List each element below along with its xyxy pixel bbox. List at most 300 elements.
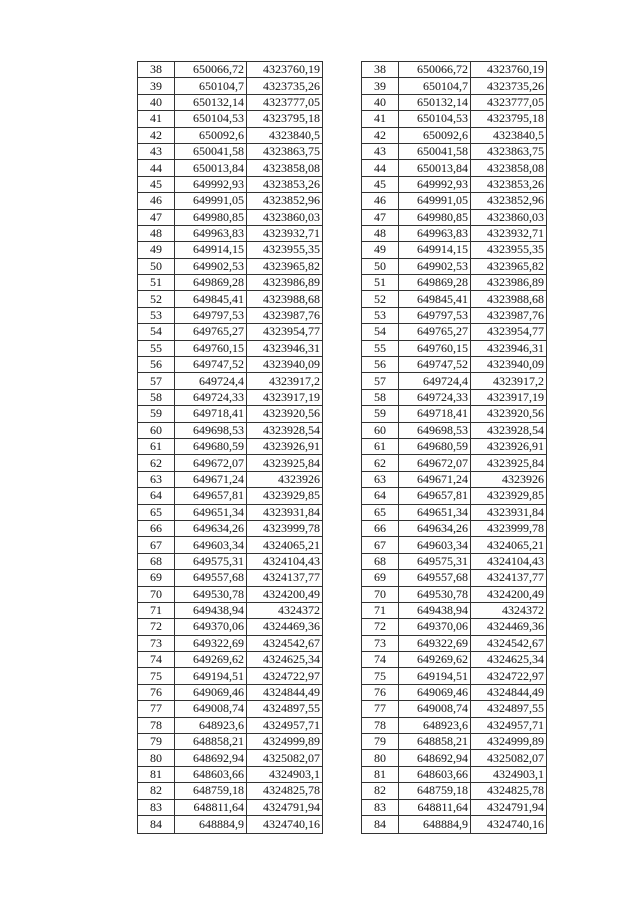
point-number-cell: 44 (362, 160, 399, 176)
x-coordinate-cell: 649698,53 (175, 422, 247, 438)
table-row (138, 176, 323, 192)
x-coordinate-cell: 649194,51 (399, 668, 471, 684)
y-coordinate-cell: 4323955,35 (471, 242, 547, 258)
y-coordinate-cell: 4323777,05 (471, 94, 547, 110)
y-coordinate-cell: 4324065,21 (471, 537, 547, 553)
x-coordinate-cell: 649672,07 (399, 455, 471, 471)
table-row (138, 668, 323, 684)
table-row (362, 438, 547, 454)
table-row (138, 373, 323, 389)
x-coordinate-cell: 649869,28 (399, 275, 471, 291)
x-coordinate-cell: 648811,64 (175, 799, 247, 815)
x-coordinate-cell: 650104,53 (399, 111, 471, 127)
x-coordinate-cell: 648858,21 (175, 734, 247, 750)
x-coordinate-cell: 648923,6 (175, 717, 247, 733)
point-number-cell: 76 (138, 684, 175, 700)
table-row (362, 750, 547, 766)
x-coordinate-cell: 650104,53 (175, 111, 247, 127)
coordinates-table-body (138, 62, 323, 834)
y-coordinate-cell: 4323858,08 (247, 160, 323, 176)
y-coordinate-cell: 4324903,1 (247, 766, 323, 782)
point-number-cell: 68 (138, 553, 175, 569)
y-coordinate-cell: 4323760,19 (247, 62, 323, 78)
table-row (138, 275, 323, 291)
point-number-cell: 47 (138, 209, 175, 225)
y-coordinate-cell: 4324825,78 (471, 783, 547, 799)
y-coordinate-cell: 4324740,16 (247, 815, 323, 833)
point-number-cell: 40 (138, 94, 175, 110)
table-row (138, 62, 323, 78)
y-coordinate-cell: 4323853,26 (247, 176, 323, 192)
y-coordinate-cell: 4324200,49 (247, 586, 323, 602)
x-coordinate-cell: 649575,31 (399, 553, 471, 569)
x-coordinate-cell: 650104,7 (175, 78, 247, 94)
y-coordinate-cell: 4323852,96 (247, 193, 323, 209)
y-coordinate-cell: 4323931,84 (471, 504, 547, 520)
y-coordinate-cell: 4324825,78 (247, 783, 323, 799)
x-coordinate-cell: 649322,69 (399, 635, 471, 651)
x-coordinate-cell: 650013,84 (399, 160, 471, 176)
table-row (362, 504, 547, 520)
table-row (138, 586, 323, 602)
point-number-cell: 53 (362, 307, 399, 323)
y-coordinate-cell: 4323795,18 (247, 111, 323, 127)
y-coordinate-cell: 4324999,89 (471, 734, 547, 750)
table-row (138, 357, 323, 373)
x-coordinate-cell: 649322,69 (175, 635, 247, 651)
point-number-cell: 45 (138, 176, 175, 192)
point-number-cell: 61 (138, 438, 175, 454)
x-coordinate-cell: 650104,7 (399, 78, 471, 94)
table-row (362, 324, 547, 340)
point-number-cell: 82 (362, 783, 399, 799)
table-row (362, 111, 547, 127)
x-coordinate-cell: 649603,34 (399, 537, 471, 553)
y-coordinate-cell: 4323858,08 (471, 160, 547, 176)
table-row (138, 619, 323, 635)
table-row (138, 438, 323, 454)
y-coordinate-cell: 4324844,49 (247, 684, 323, 700)
x-coordinate-cell: 650132,14 (399, 94, 471, 110)
point-number-cell: 69 (138, 570, 175, 586)
x-coordinate-cell: 649680,59 (399, 438, 471, 454)
table-row (138, 455, 323, 471)
point-number-cell: 76 (362, 684, 399, 700)
table-row (362, 176, 547, 192)
x-coordinate-cell: 649724,33 (399, 389, 471, 405)
y-coordinate-cell: 4323931,84 (247, 504, 323, 520)
point-number-cell: 75 (362, 668, 399, 684)
x-coordinate-cell: 649724,4 (399, 373, 471, 389)
table-row (138, 701, 323, 717)
table-row (138, 504, 323, 520)
point-number-cell: 46 (362, 193, 399, 209)
x-coordinate-cell: 649672,07 (175, 455, 247, 471)
point-number-cell: 67 (138, 537, 175, 553)
x-coordinate-cell: 649765,27 (175, 324, 247, 340)
y-coordinate-cell: 4323928,54 (471, 422, 547, 438)
table-row (362, 209, 547, 225)
y-coordinate-cell: 4323795,18 (471, 111, 547, 127)
table-row (362, 307, 547, 323)
y-coordinate-cell: 4323946,31 (471, 340, 547, 356)
table-row (138, 750, 323, 766)
point-number-cell: 58 (138, 389, 175, 405)
table-row (362, 225, 547, 241)
x-coordinate-cell: 649634,26 (399, 520, 471, 536)
x-coordinate-cell: 649747,52 (399, 357, 471, 373)
x-coordinate-cell: 649557,68 (399, 570, 471, 586)
x-coordinate-cell: 649914,15 (175, 242, 247, 258)
table-row (138, 471, 323, 487)
table-row (362, 193, 547, 209)
point-number-cell: 53 (138, 307, 175, 323)
table-row (138, 406, 323, 422)
table-row (362, 586, 547, 602)
y-coordinate-cell: 4323917,2 (247, 373, 323, 389)
point-number-cell: 52 (138, 291, 175, 307)
point-number-cell: 48 (138, 225, 175, 241)
table-row (138, 488, 323, 504)
y-coordinate-cell: 4323926,91 (471, 438, 547, 454)
table-row (362, 635, 547, 651)
x-coordinate-cell: 649760,15 (399, 340, 471, 356)
y-coordinate-cell: 4323917,2 (471, 373, 547, 389)
y-coordinate-cell: 4324137,77 (247, 570, 323, 586)
table-row (138, 553, 323, 569)
point-number-cell: 69 (362, 570, 399, 586)
x-coordinate-cell: 649680,59 (175, 438, 247, 454)
x-coordinate-cell: 649963,83 (175, 225, 247, 241)
point-number-cell: 71 (362, 602, 399, 618)
x-coordinate-cell: 649765,27 (399, 324, 471, 340)
y-coordinate-cell: 4324844,49 (471, 684, 547, 700)
y-coordinate-cell: 4323929,85 (471, 488, 547, 504)
table-row (138, 78, 323, 94)
table-row (138, 209, 323, 225)
x-coordinate-cell: 649657,81 (175, 488, 247, 504)
x-coordinate-cell: 649698,53 (399, 422, 471, 438)
coordinates-table-right (361, 61, 547, 834)
x-coordinate-cell: 649603,34 (175, 537, 247, 553)
y-coordinate-cell: 4323926,91 (247, 438, 323, 454)
point-number-cell: 64 (138, 488, 175, 504)
y-coordinate-cell: 4324791,94 (471, 799, 547, 815)
x-coordinate-cell: 649869,28 (175, 275, 247, 291)
table-row (362, 160, 547, 176)
x-coordinate-cell: 649914,15 (399, 242, 471, 258)
y-coordinate-cell: 4323852,96 (471, 193, 547, 209)
y-coordinate-cell: 4323932,71 (471, 225, 547, 241)
y-coordinate-cell: 4323860,03 (471, 209, 547, 225)
x-coordinate-cell: 649634,26 (175, 520, 247, 536)
y-coordinate-cell: 4323940,09 (247, 357, 323, 373)
x-coordinate-cell: 649651,34 (175, 504, 247, 520)
point-number-cell: 54 (138, 324, 175, 340)
y-coordinate-cell: 4324104,43 (471, 553, 547, 569)
point-number-cell: 57 (138, 373, 175, 389)
point-number-cell: 59 (138, 406, 175, 422)
point-number-cell: 83 (138, 799, 175, 815)
y-coordinate-cell: 4324903,1 (471, 766, 547, 782)
point-number-cell: 77 (362, 701, 399, 717)
y-coordinate-cell: 4323940,09 (471, 357, 547, 373)
x-coordinate-cell: 649718,41 (399, 406, 471, 422)
y-coordinate-cell: 4323929,85 (247, 488, 323, 504)
point-number-cell: 66 (362, 520, 399, 536)
table-row (362, 94, 547, 110)
x-coordinate-cell: 649370,06 (175, 619, 247, 635)
x-coordinate-cell: 650092,6 (175, 127, 247, 143)
x-coordinate-cell: 649069,46 (175, 684, 247, 700)
table-row (362, 602, 547, 618)
y-coordinate-cell: 4323946,31 (247, 340, 323, 356)
table-row (362, 373, 547, 389)
table-row (138, 684, 323, 700)
y-coordinate-cell: 4323999,78 (247, 520, 323, 536)
x-coordinate-cell: 648692,94 (399, 750, 471, 766)
point-number-cell: 82 (138, 783, 175, 799)
table-row (362, 766, 547, 782)
x-coordinate-cell: 648759,18 (175, 783, 247, 799)
x-coordinate-cell: 649651,34 (399, 504, 471, 520)
table-row (138, 389, 323, 405)
y-coordinate-cell: 4323777,05 (247, 94, 323, 110)
y-coordinate-cell: 4323760,19 (471, 62, 547, 78)
table-row (362, 471, 547, 487)
y-coordinate-cell: 4323863,75 (471, 143, 547, 159)
x-coordinate-cell: 648759,18 (399, 783, 471, 799)
point-number-cell: 43 (138, 143, 175, 159)
table-row (362, 488, 547, 504)
table-row (138, 94, 323, 110)
x-coordinate-cell: 649269,62 (399, 652, 471, 668)
x-coordinate-cell: 649008,74 (175, 701, 247, 717)
table-row (138, 717, 323, 733)
table-row (362, 520, 547, 536)
coordinates-table-left (137, 61, 323, 834)
point-number-cell: 49 (138, 242, 175, 258)
point-number-cell: 56 (362, 357, 399, 373)
point-number-cell: 80 (138, 750, 175, 766)
table-row (138, 111, 323, 127)
point-number-cell: 48 (362, 225, 399, 241)
y-coordinate-cell: 4324542,67 (247, 635, 323, 651)
y-coordinate-cell: 4323965,82 (247, 258, 323, 274)
y-coordinate-cell: 4323863,75 (247, 143, 323, 159)
table-row (362, 455, 547, 471)
y-coordinate-cell: 4323920,56 (471, 406, 547, 422)
y-coordinate-cell: 4323932,71 (247, 225, 323, 241)
table-row (138, 307, 323, 323)
point-number-cell: 83 (362, 799, 399, 815)
point-number-cell: 52 (362, 291, 399, 307)
table-row (362, 340, 547, 356)
table-row (138, 734, 323, 750)
point-number-cell: 63 (362, 471, 399, 487)
point-number-cell: 54 (362, 324, 399, 340)
y-coordinate-cell: 4324625,34 (471, 652, 547, 668)
point-number-cell: 47 (362, 209, 399, 225)
y-coordinate-cell: 4324897,55 (471, 701, 547, 717)
point-number-cell: 70 (138, 586, 175, 602)
x-coordinate-cell: 648923,6 (399, 717, 471, 733)
point-number-cell: 62 (362, 455, 399, 471)
x-coordinate-cell: 650092,6 (399, 127, 471, 143)
y-coordinate-cell: 4323986,89 (471, 275, 547, 291)
x-coordinate-cell: 649370,06 (399, 619, 471, 635)
point-number-cell: 84 (138, 815, 175, 833)
x-coordinate-cell: 649797,53 (399, 307, 471, 323)
coordinates-table-body (362, 62, 547, 834)
table-row (362, 570, 547, 586)
table-row (138, 242, 323, 258)
x-coordinate-cell: 649438,94 (399, 602, 471, 618)
y-coordinate-cell: 4323917,19 (247, 389, 323, 405)
y-coordinate-cell: 4324200,49 (471, 586, 547, 602)
y-coordinate-cell: 4324372 (471, 602, 547, 618)
y-coordinate-cell: 4324897,55 (247, 701, 323, 717)
point-number-cell: 38 (138, 62, 175, 78)
point-number-cell: 75 (138, 668, 175, 684)
y-coordinate-cell: 4323917,19 (471, 389, 547, 405)
x-coordinate-cell: 649845,41 (399, 291, 471, 307)
x-coordinate-cell: 649980,85 (399, 209, 471, 225)
table-row (138, 340, 323, 356)
y-coordinate-cell: 4324957,71 (471, 717, 547, 733)
x-coordinate-cell: 649991,05 (399, 193, 471, 209)
y-coordinate-cell: 4324722,97 (247, 668, 323, 684)
point-number-cell: 81 (138, 766, 175, 782)
x-coordinate-cell: 649069,46 (399, 684, 471, 700)
point-number-cell: 39 (362, 78, 399, 94)
table-row (362, 422, 547, 438)
table-row (362, 127, 547, 143)
table-row (362, 717, 547, 733)
point-number-cell: 81 (362, 766, 399, 782)
y-coordinate-cell: 4324065,21 (247, 537, 323, 553)
x-coordinate-cell: 648858,21 (399, 734, 471, 750)
point-number-cell: 58 (362, 389, 399, 405)
table-row (362, 783, 547, 799)
point-number-cell: 45 (362, 176, 399, 192)
point-number-cell: 74 (138, 652, 175, 668)
point-number-cell: 50 (138, 258, 175, 274)
point-number-cell: 84 (362, 815, 399, 833)
y-coordinate-cell: 4323735,26 (471, 78, 547, 94)
point-number-cell: 41 (362, 111, 399, 127)
table-row (138, 602, 323, 618)
point-number-cell: 74 (362, 652, 399, 668)
y-coordinate-cell: 4323988,68 (247, 291, 323, 307)
point-number-cell: 56 (138, 357, 175, 373)
table-row (362, 275, 547, 291)
x-coordinate-cell: 649724,4 (175, 373, 247, 389)
point-number-cell: 65 (362, 504, 399, 520)
table-row (362, 799, 547, 815)
point-number-cell: 78 (362, 717, 399, 733)
x-coordinate-cell: 649980,85 (175, 209, 247, 225)
x-coordinate-cell: 649902,53 (399, 258, 471, 274)
x-coordinate-cell: 649760,15 (175, 340, 247, 356)
x-coordinate-cell: 648884,9 (175, 815, 247, 833)
point-number-cell: 55 (362, 340, 399, 356)
y-coordinate-cell: 4323988,68 (471, 291, 547, 307)
point-number-cell: 46 (138, 193, 175, 209)
x-coordinate-cell: 649269,62 (175, 652, 247, 668)
point-number-cell: 42 (138, 127, 175, 143)
table-row (362, 291, 547, 307)
x-coordinate-cell: 648692,94 (175, 750, 247, 766)
point-number-cell: 71 (138, 602, 175, 618)
point-number-cell: 60 (138, 422, 175, 438)
x-coordinate-cell: 650041,58 (175, 143, 247, 159)
x-coordinate-cell: 649438,94 (175, 602, 247, 618)
point-number-cell: 60 (362, 422, 399, 438)
table-row (138, 783, 323, 799)
table-row (362, 62, 547, 78)
table-row (138, 225, 323, 241)
point-number-cell: 41 (138, 111, 175, 127)
table-row (138, 570, 323, 586)
point-number-cell: 49 (362, 242, 399, 258)
point-number-cell: 63 (138, 471, 175, 487)
table-row (138, 799, 323, 815)
point-number-cell: 67 (362, 537, 399, 553)
x-coordinate-cell: 648603,66 (175, 766, 247, 782)
y-coordinate-cell: 4323955,35 (247, 242, 323, 258)
point-number-cell: 80 (362, 750, 399, 766)
point-number-cell: 43 (362, 143, 399, 159)
y-coordinate-cell: 4323840,5 (471, 127, 547, 143)
table-row (138, 324, 323, 340)
y-coordinate-cell: 4324791,94 (247, 799, 323, 815)
table-row (138, 422, 323, 438)
point-number-cell: 73 (138, 635, 175, 651)
x-coordinate-cell: 650041,58 (399, 143, 471, 159)
table-row (362, 406, 547, 422)
y-coordinate-cell: 4325082,07 (247, 750, 323, 766)
y-coordinate-cell: 4324999,89 (247, 734, 323, 750)
table-row (138, 127, 323, 143)
table-row (362, 684, 547, 700)
table-row (138, 291, 323, 307)
x-coordinate-cell: 648811,64 (399, 799, 471, 815)
y-coordinate-cell: 4323987,76 (247, 307, 323, 323)
x-coordinate-cell: 648603,66 (399, 766, 471, 782)
x-coordinate-cell: 649991,05 (175, 193, 247, 209)
point-number-cell: 72 (138, 619, 175, 635)
y-coordinate-cell: 4324740,16 (471, 815, 547, 833)
x-coordinate-cell: 648884,9 (399, 815, 471, 833)
y-coordinate-cell: 4324372 (247, 602, 323, 618)
x-coordinate-cell: 649992,93 (399, 176, 471, 192)
x-coordinate-cell: 649671,24 (175, 471, 247, 487)
point-number-cell: 64 (362, 488, 399, 504)
table-row (362, 734, 547, 750)
y-coordinate-cell: 4323853,26 (471, 176, 547, 192)
y-coordinate-cell: 4323926 (247, 471, 323, 487)
x-coordinate-cell: 649718,41 (175, 406, 247, 422)
x-coordinate-cell: 649530,78 (175, 586, 247, 602)
point-number-cell: 68 (362, 553, 399, 569)
point-number-cell: 61 (362, 438, 399, 454)
x-coordinate-cell: 649963,83 (399, 225, 471, 241)
y-coordinate-cell: 4323954,77 (247, 324, 323, 340)
y-coordinate-cell: 4323928,54 (247, 422, 323, 438)
y-coordinate-cell: 4323954,77 (471, 324, 547, 340)
y-coordinate-cell: 4324722,97 (471, 668, 547, 684)
